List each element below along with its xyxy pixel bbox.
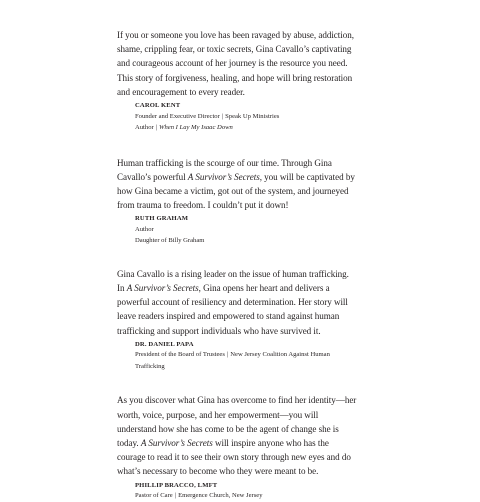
separator: | — [155, 124, 158, 132]
endorser-detail-line — [135, 349, 357, 372]
endorser-name: CAROL KENT — [135, 102, 181, 110]
endorsement-attribution — [135, 481, 357, 502]
detail-text-run: Author — [135, 225, 154, 233]
detail-text-run: Author — [135, 124, 154, 132]
endorsement — [117, 156, 357, 247]
quote-text-run: , Gina opens her heart and delivers a powerful account of resiliency and determination. Her story will leave readers inspired and empowered to stand against human trafficking and support individuals who have survived it. — [117, 283, 348, 336]
quote-text-run: As you discover what Gina has overcome to find her identity—her worth, voice, purpose, and her empowerment—you will understand how she has come to be the agent of change she is today. — [117, 395, 357, 448]
endorser-details — [135, 490, 357, 502]
detail-text-run: New Jersey Coalition Against Human Trafficking — [135, 351, 330, 370]
endorsement — [117, 393, 357, 501]
quote-text-run: A Survivor’s Secrets — [140, 437, 213, 448]
endorsement-attribution — [135, 340, 357, 373]
endorsement — [117, 267, 357, 373]
separator: | — [226, 351, 229, 359]
endorser-detail-line — [135, 224, 357, 236]
endorsement-attribution — [135, 101, 357, 134]
detail-text-run: When I Lay My Isaac Down — [159, 124, 233, 132]
endorser-name: PHILLIP BRACCO, LMFT — [135, 481, 218, 489]
endorsement-quote — [117, 156, 357, 213]
endorsement — [117, 28, 357, 134]
detail-text-run: President of the Board of Trustees — [135, 351, 225, 359]
quote-text-run: will inspire anyone who has the courage to read it to see their own story through new eyes and do what’s necessary to become who they were meant to be. — [117, 437, 351, 477]
endorser-details — [135, 224, 357, 247]
quote-text-run: If you or someone you love has been ravaged by abuse, addiction, shame, crippling fear, or toxic secrets, Gina Cavallo’s captivating and courageous account of her journey is the resource you need. This story of forgiveness, healing, and hope will bring restoration and encouragement to every reader. — [117, 30, 354, 97]
quote-text-run: Human trafficking is the scourge of our time. Through Gina Cavallo’s powerful — [117, 157, 332, 182]
quote-text-run: , you will be captivated by how Gina became a victim, got out of the system, and journeyed from trauma to freedom. I couldn’t put it down! — [117, 171, 355, 211]
endorser-name: RUTH GRAHAM — [135, 215, 189, 223]
separator: | — [221, 112, 224, 120]
endorsement-quote — [117, 267, 357, 338]
endorsement-quote — [117, 28, 357, 99]
endorser-detail-line — [135, 490, 357, 502]
endorsement-attribution — [135, 214, 357, 247]
detail-text-run: Founder and Executive Director — [135, 112, 220, 120]
quote-text-run: Gina Cavallo is a rising leader on the issue of human trafficking. In — [117, 268, 349, 294]
separator: | — [174, 492, 177, 500]
endorser-details — [135, 349, 357, 372]
endorser-detail-line — [135, 122, 357, 134]
endorsement-quote — [117, 393, 357, 478]
endorsements-page — [117, 28, 357, 502]
endorser-detail-line — [135, 111, 357, 123]
detail-text-run: Pastor of Care — [135, 492, 173, 500]
endorser-detail-line — [135, 235, 357, 247]
endorser-details — [135, 111, 357, 134]
detail-text-run: Emergence Church, New Jersey — [178, 492, 263, 500]
detail-text-run: Daughter of Billy Graham — [135, 237, 205, 245]
quote-text-run: A Survivor’s Secrets — [187, 171, 260, 182]
endorser-name: DR. DANIEL PAPA — [135, 340, 194, 348]
quote-text-run: A Survivor’s Secrets — [126, 283, 199, 294]
detail-text-run: Speak Up Ministries — [225, 112, 280, 120]
